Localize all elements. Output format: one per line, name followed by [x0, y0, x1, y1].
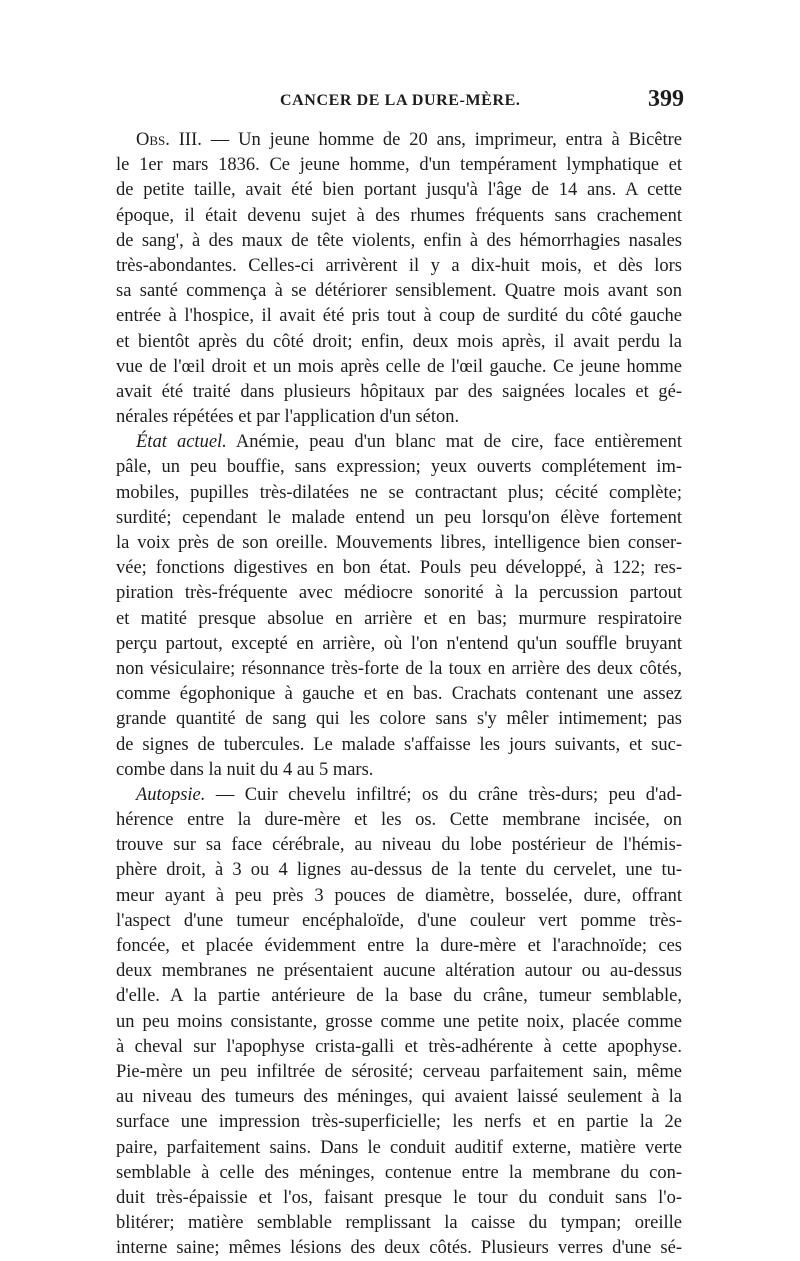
text-line: phère droit, à 3 ou 4 lignes au-dessus de la tente du cervelet, une tu-	[116, 860, 682, 881]
text-line: surdité; cependant le malade entend un peu lorsqu'on élève fortement	[116, 507, 682, 528]
text-line: piration très-fréquente avec médiocre sonorité à la percussion partout	[116, 583, 682, 604]
text-line: surface une impression très-superficielle; les nerfs et en partie la 2e	[116, 1112, 682, 1133]
text-line: combe dans la nuit du 4 au 5 mars.	[116, 759, 374, 780]
text-line: duit très-épaissie et l'os, faisant presque le tour du conduit sans l'o-	[116, 1187, 682, 1208]
text-line: perçu partout, excepté en arrière, où l'on n'entend qu'un souffle bruyant	[116, 633, 682, 654]
text-line: non vésiculaire; résonnance très-forte de la toux en arrière des deux côtés,	[116, 658, 682, 679]
text-line: sa santé commença à se détériorer sensiblement. Quatre mois avant son	[116, 281, 682, 302]
text-line: paire, parfaitement sains. Dans le conduit auditif externe, matière verte	[116, 1137, 682, 1158]
text-line: très-abondantes. Celles-ci arrivèrent il y a dix-huit mois, et dès lors	[116, 255, 682, 276]
text-line: trouve sur sa face cérébrale, au niveau du lobe postérieur de l'hémis-	[116, 835, 682, 856]
text-line: avait été traité dans plusieurs hôpitaux par des saignées locales et gé-	[116, 381, 682, 402]
text-line: deux membranes ne présentaient aucune altération autour ou au-dessus	[116, 961, 682, 982]
text-line: nérales répétées et par l'application d'un séton.	[116, 407, 460, 428]
text-line: Obs. III. — Un jeune homme de 20 ans, imprimeur, entra à Bicêtre	[136, 130, 682, 150]
text-line: Pie-mère un peu infiltrée de sérosité; cerveau parfaitement sain, même	[116, 1061, 682, 1082]
text-line: d'elle. A la partie antérieure de la base du crâne, tumeur semblable,	[116, 986, 682, 1007]
text-line: mobiles, pupilles très-dilatées ne se contractant plus; cécité complète;	[116, 482, 682, 503]
text-line: blitérer; matière semblable remplissant la caisse du tympan; oreille	[116, 1213, 682, 1234]
text-line: vée; fonctions digestives en bon état. Pouls peu développé, à 122; res-	[116, 558, 682, 579]
autopsie-label: Autopsie.	[136, 784, 206, 805]
text-line: au niveau des tumeurs des méninges, qui avaient laissé seulement à la	[116, 1087, 682, 1108]
text-line: le 1er mars 1836. Ce jeune homme, d'un tempérament lymphatique et	[116, 155, 682, 176]
text-line: hérence entre la dure-mère et les os. Cette membrane incisée, on	[116, 810, 682, 831]
text-line: État actuel. Anémie, peau d'un blanc mat de cire, face entièrement	[136, 432, 682, 453]
text-line: grande quantité de sang qui les colore sans s'y mêler intimement; pas	[116, 709, 682, 730]
body-text	[116, 128, 682, 1261]
etat-label: État actuel.	[136, 432, 227, 453]
text-line: l'aspect d'une tumeur encéphaloïde, d'une couleur vert pomme très-	[116, 910, 682, 931]
text-line: meur ayant à peu près 3 pouces de diamètre, bosselée, dure, offrant	[116, 885, 682, 906]
text-line: pâle, un peu bouffie, sans expression; yeux ouverts complétement im-	[116, 457, 682, 478]
text-line: de signes de tubercules. Le malade s'affaisse les jours suivants, et suc-	[116, 734, 682, 755]
text-line: et matité presque absolue en arrière et en bas; murmure respiratoire	[116, 608, 682, 629]
text-line: semblable à celle des méninges, contenue entre la membrane du con-	[116, 1162, 682, 1183]
text-line: comme égophonique à gauche et en bas. Crachats contenant une assez	[116, 684, 682, 705]
text-line: Autopsie. — Cuir chevelu infiltré; os du crâne très-durs; peu d'ad-	[136, 784, 682, 805]
running-title: CANCER DE LA DURE-MÈRE.	[280, 92, 521, 109]
page-number: 399	[648, 86, 684, 112]
text-line: foncée, et placée évidemment entre la dure-mère et l'arachnoïde; ces	[116, 936, 682, 956]
text-line: un peu moins consistante, grosse comme une petite noix, placée comme	[116, 1011, 682, 1032]
text-line: époque, il était devenu sujet à des rhumes fréquents sans crachement	[116, 205, 682, 226]
text-line: la voix près de son oreille. Mouvements libres, intelligence bien conser-	[116, 533, 682, 553]
text-line: de petite taille, avait été bien portant jusqu'à l'âge de 14 ans. A cette	[116, 180, 682, 201]
text-line: et bientôt après du côté droit; enfin, deux mois après, il avait perdu la	[116, 331, 682, 352]
text-line: de sang', à des maux de tête violents, enfin à des hémorrhagies nasales	[116, 230, 682, 251]
text-line: interne saine; mêmes lésions des deux côtés. Plusieurs verres d'une sé-	[116, 1238, 682, 1259]
obs-label: Obs. III.	[136, 130, 202, 150]
text-line: à cheval sur l'apophyse crista-galli et très-adhérente à cette apophyse.	[116, 1036, 682, 1057]
text-line: vue de l'œil droit et un mois après celle de l'œil gauche. Ce jeune homme	[116, 356, 682, 377]
text-line: entrée à l'hospice, il avait été pris tout à coup de surdité du côté gauche	[116, 306, 682, 327]
